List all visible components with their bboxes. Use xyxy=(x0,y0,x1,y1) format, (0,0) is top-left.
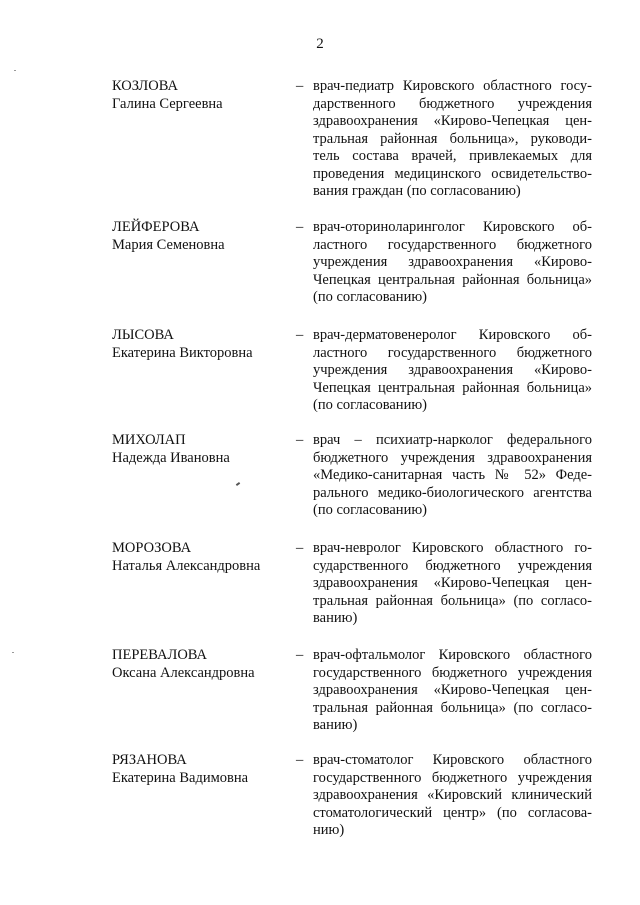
description-line: учреждения здравоохранения «Кирово- xyxy=(313,254,592,270)
given-name: Оксана Александровна xyxy=(112,664,255,681)
position-description xyxy=(313,752,592,840)
surname: МИХОЛАП xyxy=(112,432,186,448)
surname: ЛЫСОВА xyxy=(112,327,174,343)
description-line: врач-педиатр Кировского областного госу- xyxy=(313,78,592,94)
description-line: бюджетного учреждения здравоохранения xyxy=(313,449,592,466)
description-line: врач – психиатр-нарколог федерального xyxy=(313,432,592,448)
position-description xyxy=(313,327,592,415)
scan-speck xyxy=(14,70,16,71)
dash: – xyxy=(296,327,304,343)
description-line: (по согласованию) xyxy=(313,397,427,413)
person-name xyxy=(112,752,287,787)
dash: – xyxy=(296,752,304,768)
position-description xyxy=(313,647,592,735)
description-line: дарственного бюджетного учреждения xyxy=(313,95,592,112)
description-line: врач-невролог Кировского областного го- xyxy=(313,540,592,556)
surname: ЛЕЙФЕРОВА xyxy=(112,219,200,235)
given-name: Галина Сергеевна xyxy=(112,95,223,112)
position-description xyxy=(313,540,592,628)
description-line: ластного государственного бюджетного xyxy=(313,236,592,253)
description-line: учреждения здравоохранения «Кирово- xyxy=(313,362,592,378)
description-line: «Медико-санитарная часть № 52» Феде- xyxy=(313,467,592,483)
person-name xyxy=(112,647,287,682)
given-name: Екатерина Вадимовна xyxy=(112,769,249,786)
description-line: тральная районная больница» (по согласо- xyxy=(313,592,592,609)
given-name: Мария Семеновна xyxy=(112,236,225,253)
description-line: вания граждан (по согласованию) xyxy=(313,183,521,199)
description-line: врач-офтальмолог Кировского областного xyxy=(313,647,592,663)
dash: – xyxy=(296,78,304,94)
surname: КОЗЛОВА xyxy=(112,78,178,94)
person-name xyxy=(112,432,287,467)
surname: РЯЗАНОВА xyxy=(112,752,187,768)
description-line: врач-стоматолог Кировского областного xyxy=(313,752,592,768)
dash: – xyxy=(296,540,304,556)
description-line: здравоохранения «Кировский клинический xyxy=(313,787,592,803)
description-line: проведения медицинского освидетельство- xyxy=(313,165,592,182)
description-line: здравоохранения «Кирово-Чепецкая цен- xyxy=(313,682,592,698)
description-line: ванию) xyxy=(313,717,358,733)
description-line: Чепецкая центральная районная больница» xyxy=(313,379,592,396)
description-line: стоматологический центр» (по согласова- xyxy=(313,804,592,821)
position-description xyxy=(313,78,592,201)
scan-speck xyxy=(236,482,240,486)
dash: – xyxy=(296,219,304,235)
description-line: здравоохранения «Кирово-Чепецкая цен- xyxy=(313,113,592,129)
description-line: (по согласованию) xyxy=(313,502,427,518)
given-name: Наталья Александровна xyxy=(112,557,261,574)
description-line: врач-оториноларинголог Кировского об- xyxy=(313,219,592,235)
given-name: Надежда Ивановна xyxy=(112,449,230,466)
given-name: Екатерина Викторовна xyxy=(112,344,253,361)
person-name xyxy=(112,78,287,113)
dash: – xyxy=(296,432,304,448)
description-line: государственного бюджетного учреждения xyxy=(313,769,592,786)
description-line: государственного бюджетного учреждения xyxy=(313,664,592,681)
person-name xyxy=(112,219,287,254)
surname: МОРОЗОВА xyxy=(112,540,192,556)
dash: – xyxy=(296,647,304,663)
description-line: тральная районная больница» (по согласо- xyxy=(313,699,592,716)
description-line: ластного государственного бюджетного xyxy=(313,344,592,361)
scan-speck xyxy=(12,652,14,653)
description-line: нию) xyxy=(313,822,345,838)
description-line: тральная районная больница», руководи- xyxy=(313,130,592,147)
description-line: сударственного бюджетного учреждения xyxy=(313,557,592,574)
description-line: ванию) xyxy=(313,610,358,626)
description-line: здравоохранения «Кирово-Чепецкая цен- xyxy=(313,575,592,591)
description-line: тель состава врачей, привлекаемых для xyxy=(313,148,592,164)
person-name xyxy=(112,540,287,575)
position-description xyxy=(313,432,592,520)
description-line: врач-дерматовенеролог Кировского об- xyxy=(313,327,592,343)
surname: ПЕРЕВАЛОВА xyxy=(112,647,208,663)
description-line: рального медико-биологического агентства xyxy=(313,484,592,501)
page-number: 2 xyxy=(316,36,324,52)
position-description xyxy=(313,219,592,307)
person-name xyxy=(112,327,287,362)
description-line: (по согласованию) xyxy=(313,289,427,305)
description-line: Чепецкая центральная районная больница» xyxy=(313,271,592,288)
